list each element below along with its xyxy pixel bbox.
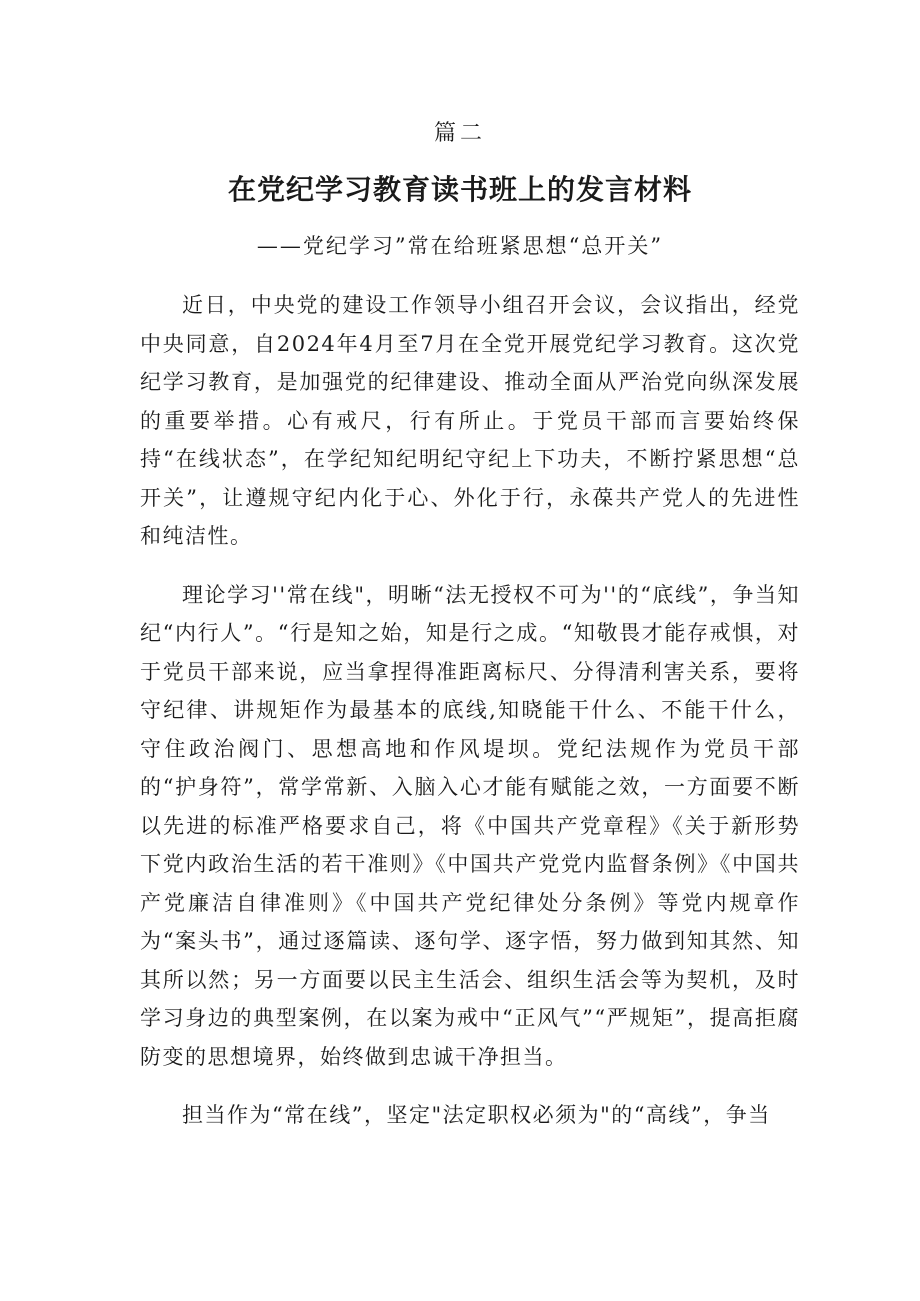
document-body [140, 286, 800, 1155]
paragraph-1: 近日，中央党的建设工作领导小组召开会议，会议指出，经党中央同意，自2024年4月至7月在全党开展党纪学习教育。这次党纪学习教育，是加强党的纪律建设、推动全面从严治党向纵深发展的重要举措。心有戒尺，行有所止。于党员干部而言要始终保持“在线状态”，在学纪知纪明纪守纪上下功夫，不断拧紧思想“总开关”，让遵规守纪内化于心、外化于行，永葆共产党人的先进性和纯洁性。 [140, 293, 800, 548]
section-label: 篇二 [433, 121, 486, 146]
paragraph-2: 理论学习''常在线"，明晰“法无授权不可为''的“底线”，争当知纪“内行人”。“行是知之始，知是行之成。“知敬畏才能存戒惧，对于党员干部来说，应当拿捏得准距离标尺、分得清利害关系，要将守纪律、讲规矩作为最基本的底线,知晓能干什么、不能干什么，守住政治阀门、思想高地和作风堤坝。党纪法规作为党员干部的“护身符”，常学常新、入脑入心才能有赋能之效，一方面要不断以先进的标准严格要求自己，将《中国共产党章程》《关于新形势下党内政治生活的若干准则》《中国共产党党内监督条例》《中国共产党廉洁自律准则》《中国共产党纪律处分条例》等党内规章作为“案头书”，通过逐篇读、逐句学、逐字悟，努力做到知其然、知其所以然；另一方面要以民主生活会、组织生活会等为契机，及时学习身边的典型案例，在以案为戒中“正风气”“严规矩”，提高拒腐防变的思想境界，始终做到忠诚干净担当。 [140, 582, 800, 1069]
paragraph-3: 担当作为“常在线”，坚定"法定职权必须为"的“高线”，争当 [182, 1103, 771, 1127]
document-subtitle: ——党纪学习”常在给班紧思想“总开关” [256, 234, 664, 258]
document-title: 在党纪学习教育读书班上的发言材料 [227, 173, 692, 206]
